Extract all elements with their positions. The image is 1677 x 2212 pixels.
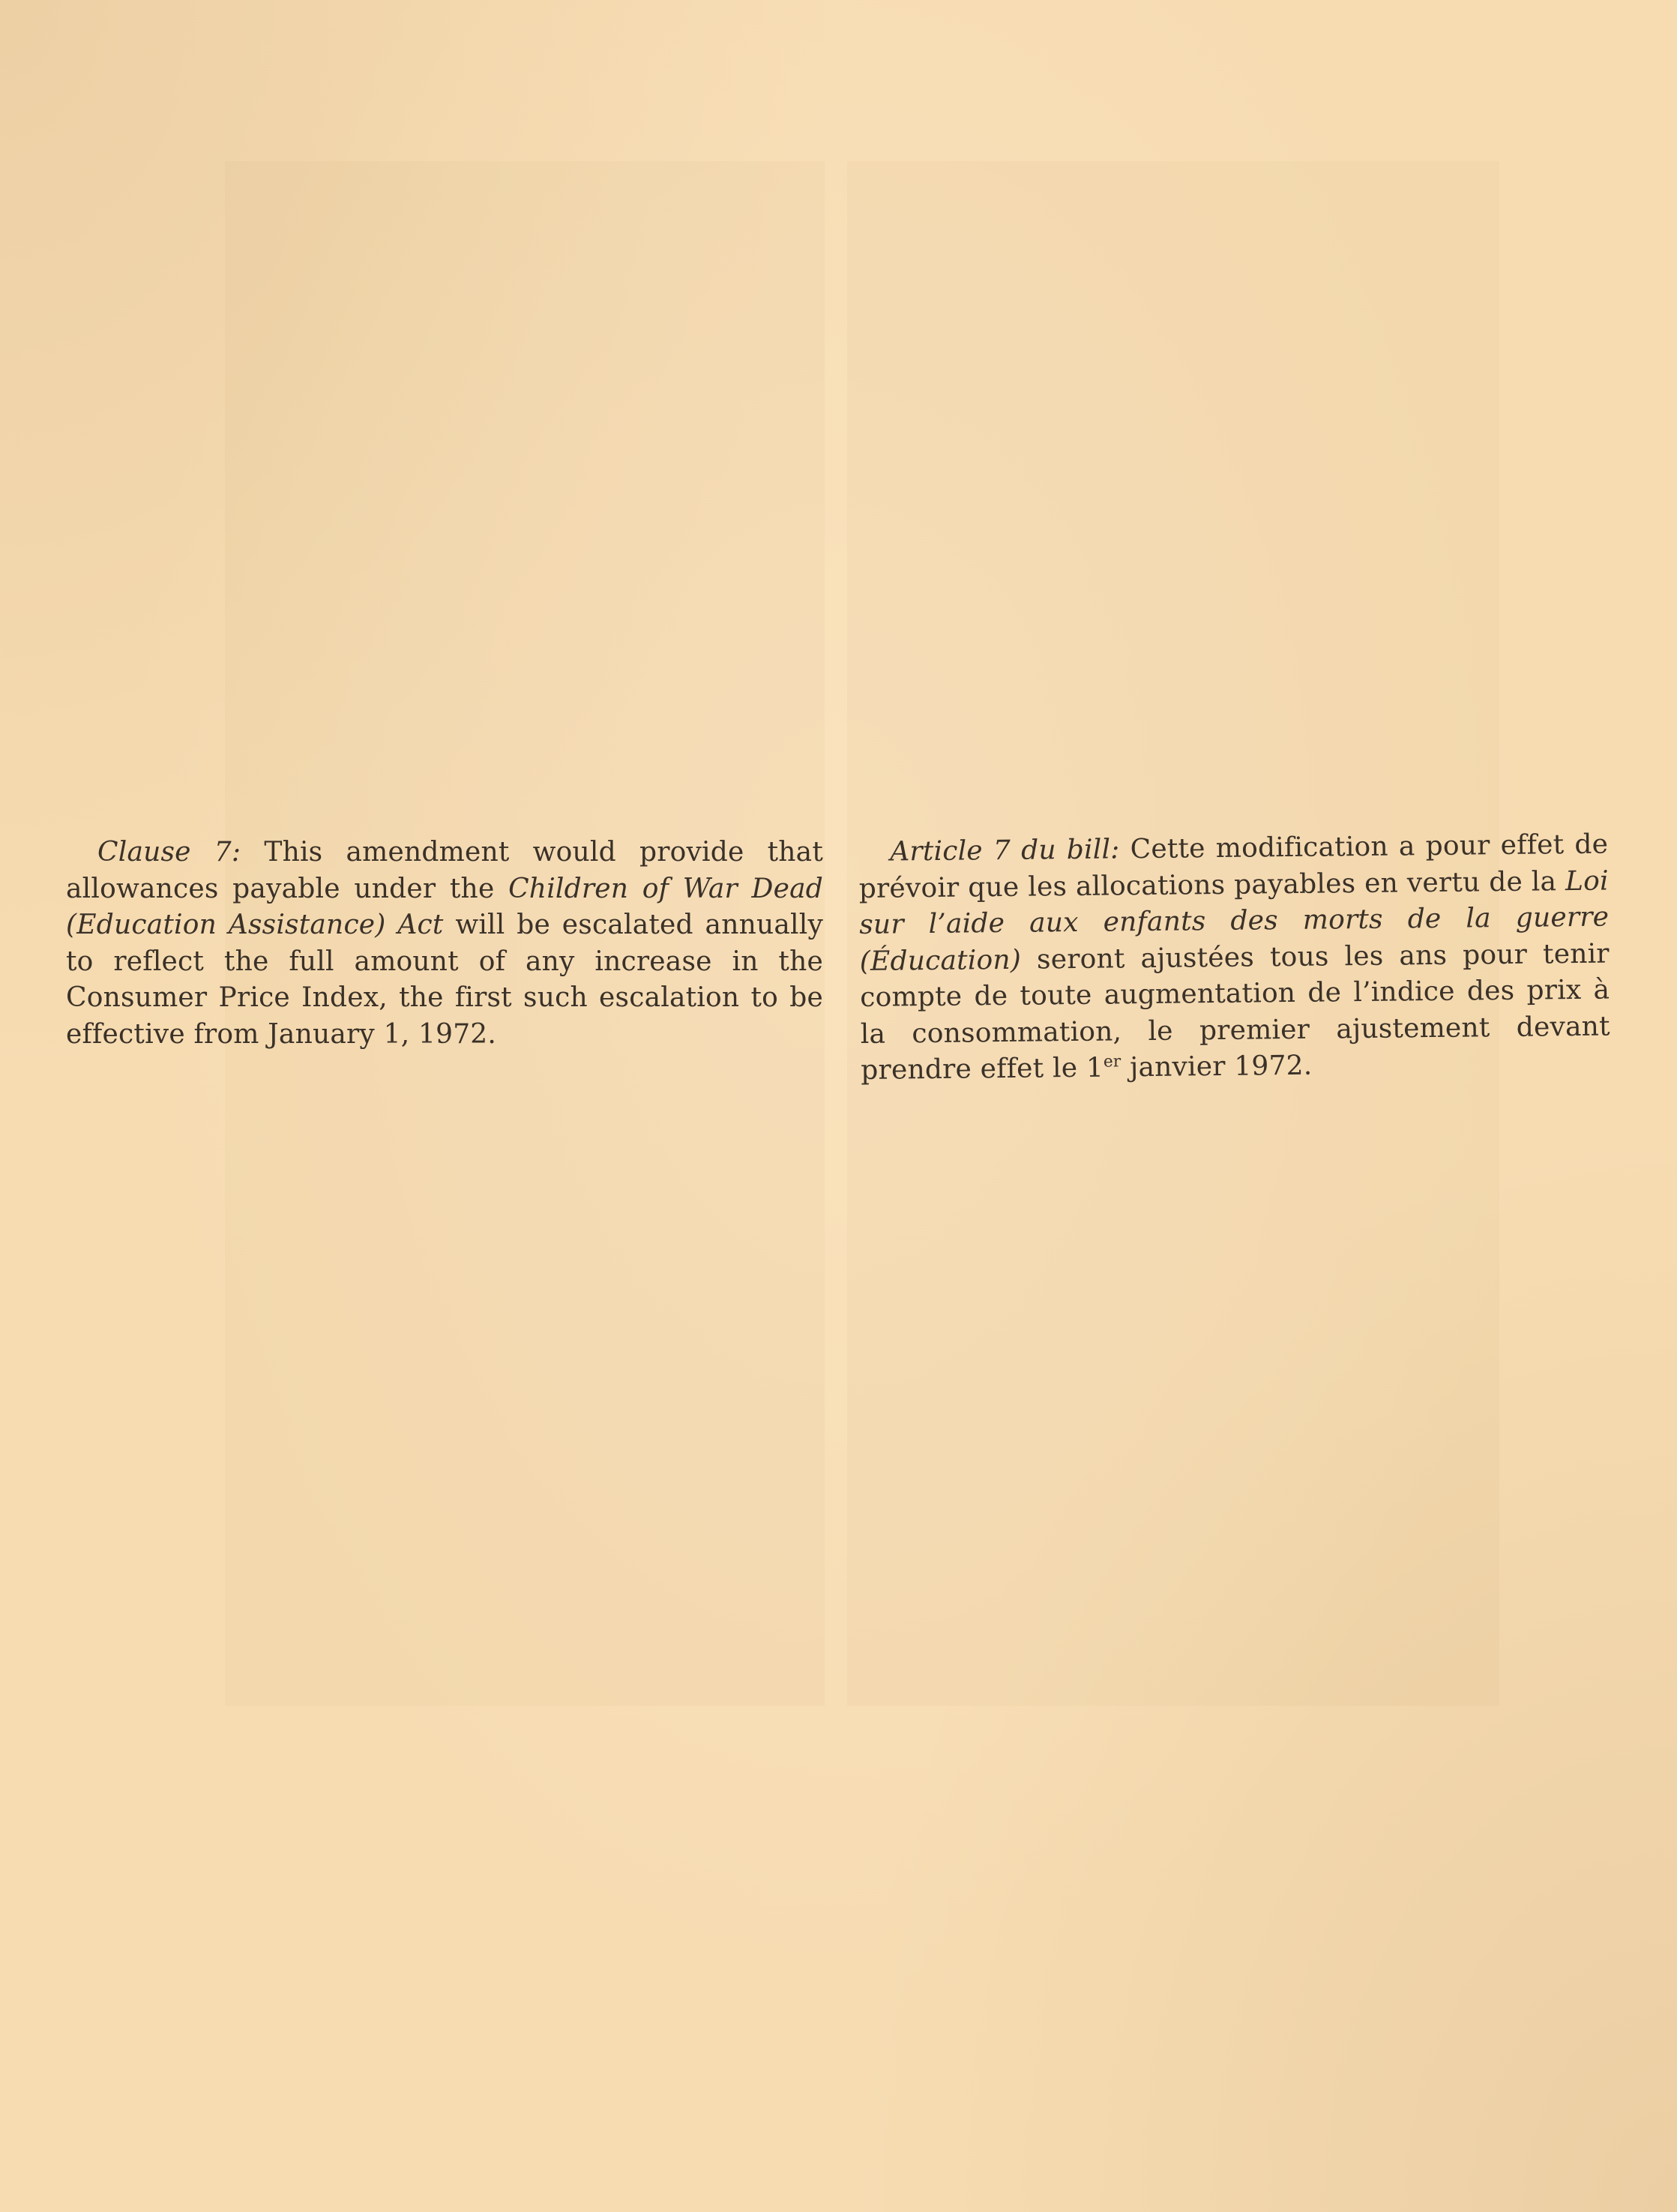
french-article-label: Article 7 du bill: <box>890 834 1120 868</box>
english-paragraph <box>66 835 823 1053</box>
english-act-title: Children of War Dead (Education Assistance) Act <box>66 873 823 940</box>
french-text-3: janvier 1972. <box>1121 1050 1313 1084</box>
french-text-2: seront ajustées tous les ans pour tenir compte de toute augmentation de l’indice des prix à la consommation, le premier ajustement devant prendre effet le 1 <box>860 938 1610 1086</box>
french-act-title: Loi sur l’aide aux enfants des morts de la guerre (Éducation) <box>859 865 1610 977</box>
english-text-2: will be escalated annually to reflect the full amount of any increase in the Consumer Price Index, the first such escalation to be effective from January 1, 1972. <box>66 910 823 1050</box>
french-paragraph <box>858 827 1611 1090</box>
english-text-1: This amendment would provide that allowances payable under the <box>66 837 824 904</box>
french-column <box>858 827 1611 1090</box>
french-text-1: Cette modification a pour effet de prévoir que les allocations payables en vertu de la <box>858 829 1609 904</box>
french-superscript: er <box>1103 1052 1121 1072</box>
english-column <box>66 835 823 1053</box>
english-clause-label: Clause 7: <box>97 837 241 868</box>
